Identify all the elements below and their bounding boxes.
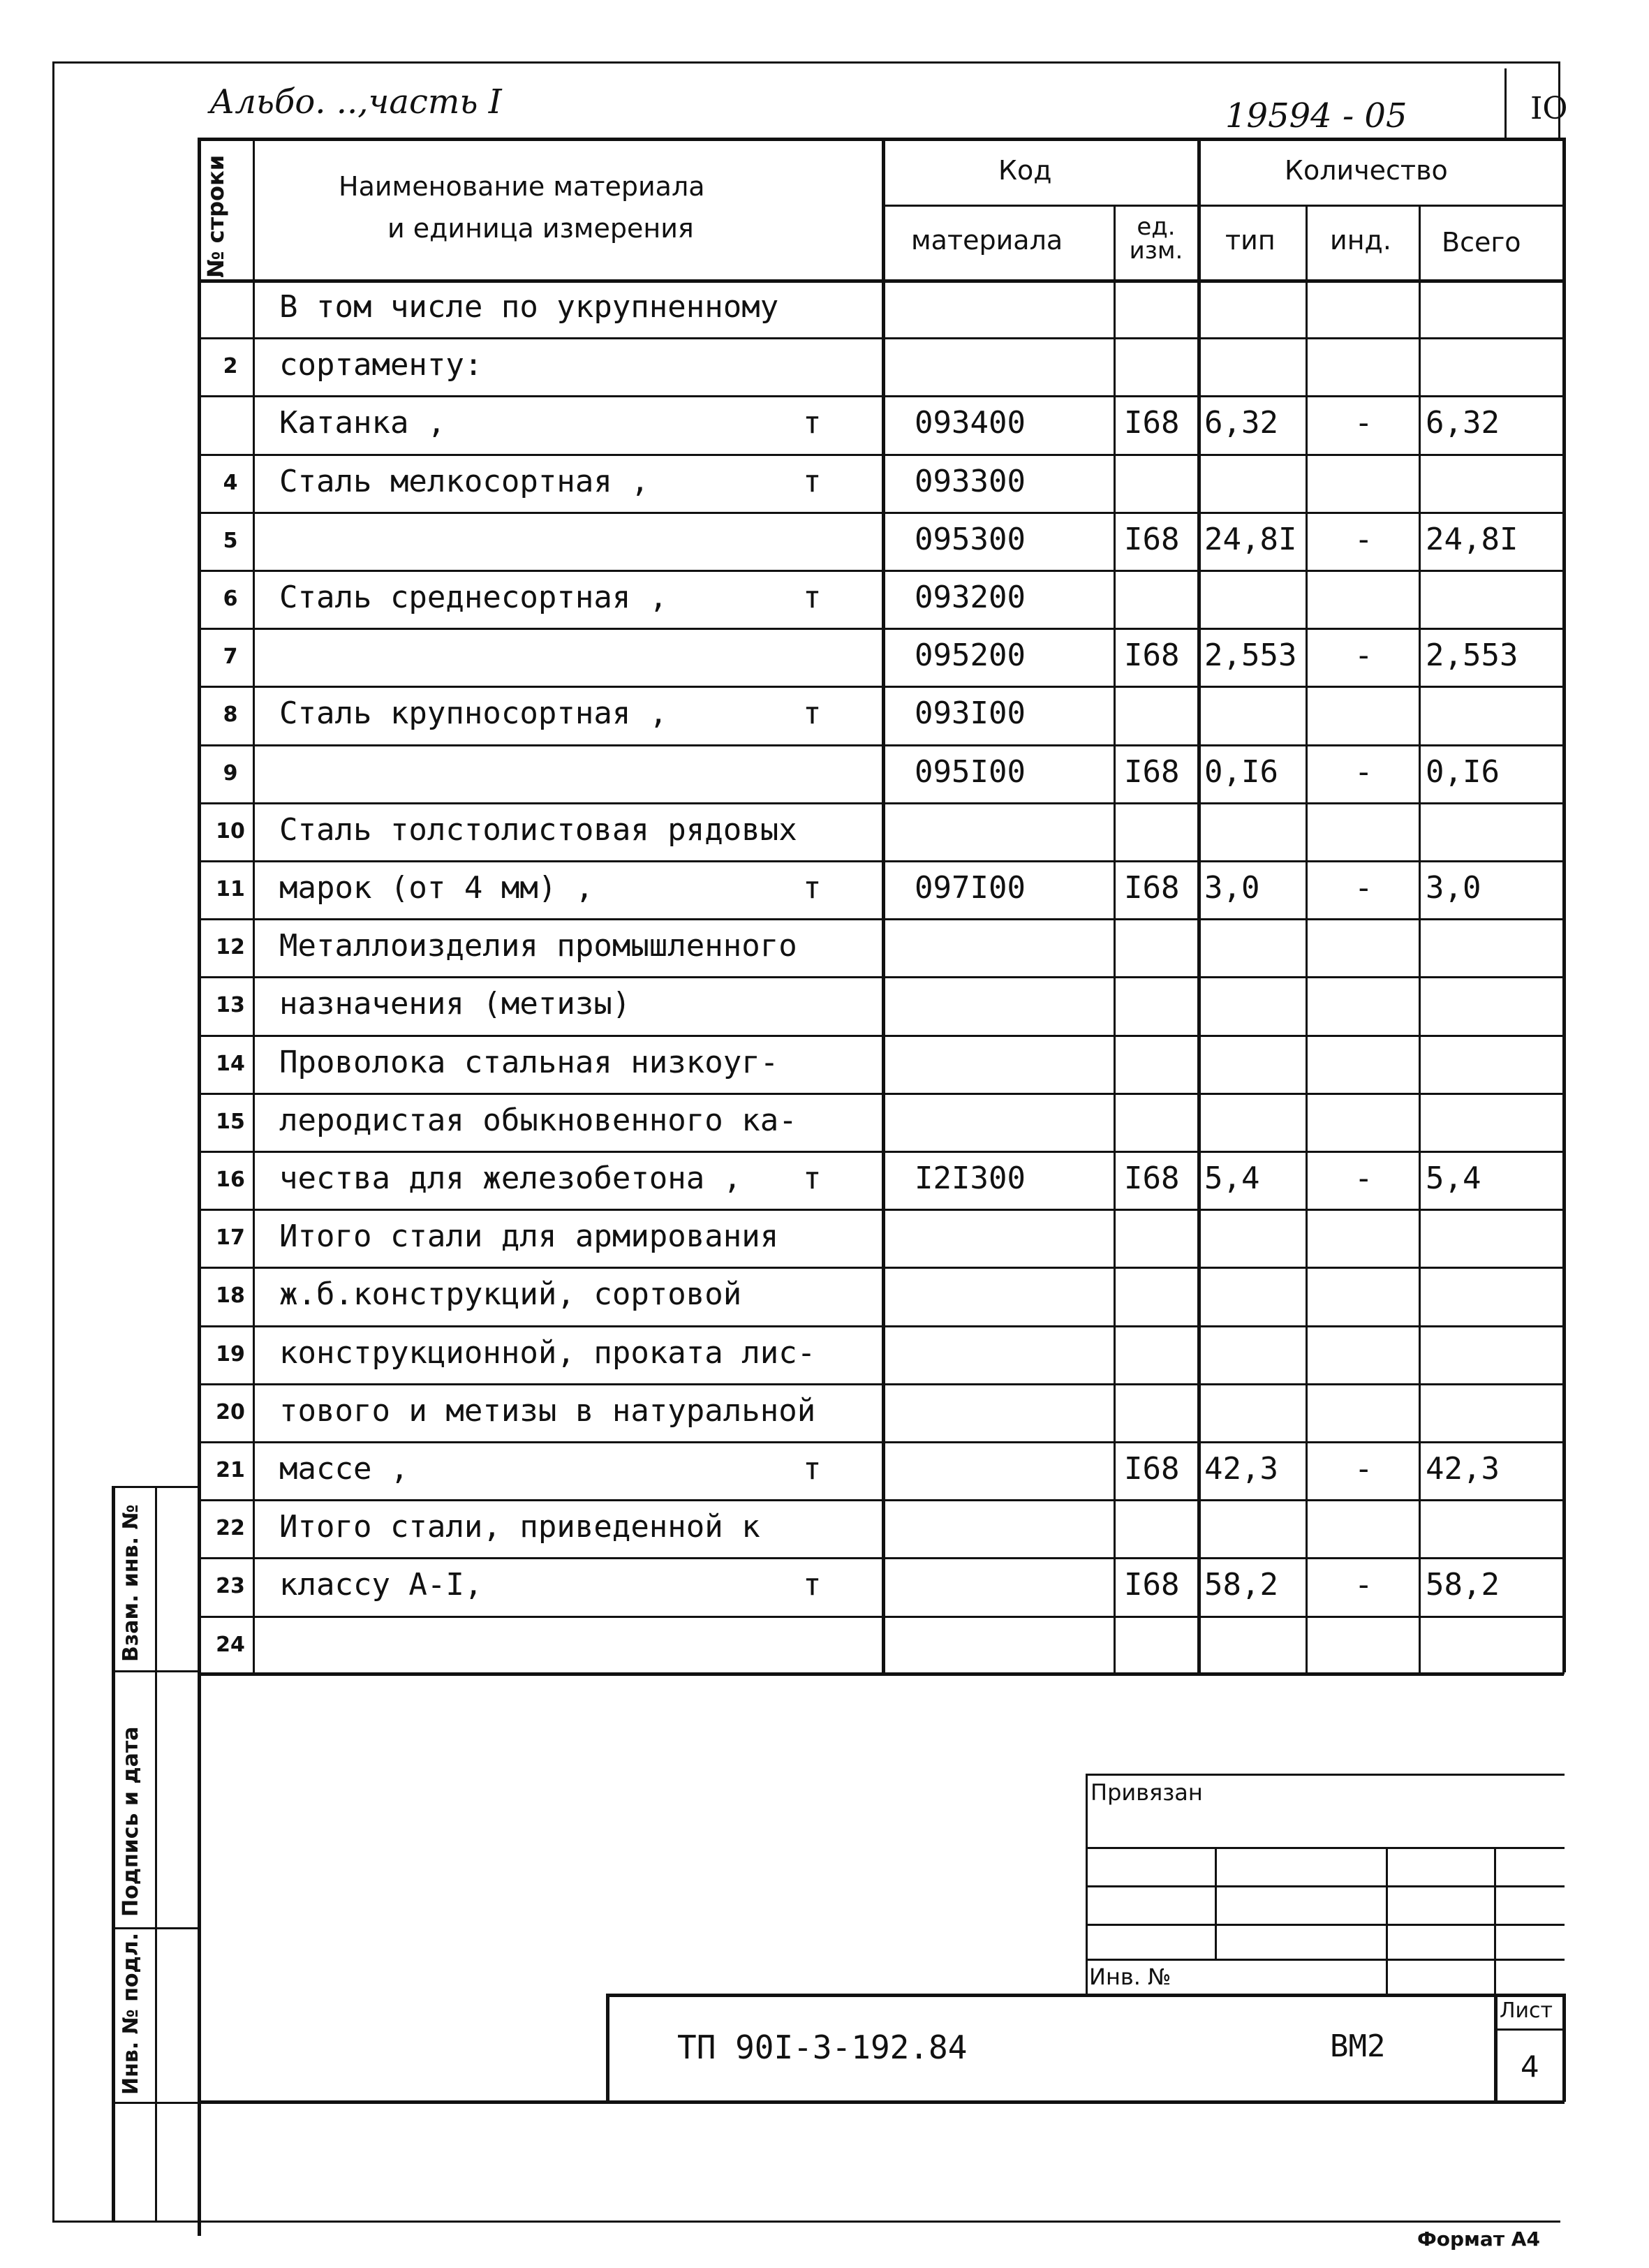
table-cell-unit: т [803, 580, 822, 615]
table-cell-tip: 24,8I [1204, 521, 1297, 557]
side-stamp-original-inv: Инв. № подл. [119, 1932, 143, 2095]
table-row-line [198, 1557, 1564, 1559]
table-cell-unit: т [803, 463, 822, 499]
table-row-line [198, 802, 1564, 804]
table-row-line [198, 1035, 1564, 1037]
title-block-bottom [198, 2100, 1565, 2104]
table-row-line [198, 918, 1564, 920]
table-cell-tip: 2,553 [1204, 638, 1297, 674]
table-cell-code: 093200 [915, 580, 1026, 615]
ind-col-line [1419, 205, 1421, 1672]
total-header: Всего [1442, 227, 1521, 258]
stamp-privyazan-left [1086, 1774, 1088, 1996]
table-cell-name: Катанка , [279, 405, 446, 441]
table-cell-tip: 3,0 [1204, 870, 1260, 906]
table-cell-name: чества для железобетона , [279, 1161, 742, 1196]
stamp-privyazan-top [1086, 1774, 1565, 1776]
table-cell-unit: т [803, 695, 822, 732]
title-block-left [606, 1994, 609, 2102]
sheet-label: Лист [1500, 1998, 1553, 2023]
table-cell-n: 22 [216, 1516, 245, 1541]
table-cell-name: ж.б.конструкций, сортовой [279, 1276, 742, 1313]
type-col-line [1306, 205, 1308, 1672]
document-code: ТП 90I-3-192.84 [677, 2028, 968, 2066]
table-cell-vsego: 42,3 [1426, 1451, 1500, 1487]
table-cell-vsego: 5,4 [1426, 1161, 1481, 1196]
stamp-section-top [198, 1672, 1565, 1674]
table-cell-name: Сталь среднесортная , [279, 580, 668, 615]
material-name-header-2: и единица измерения [387, 213, 694, 244]
table-cell-unit: т [803, 1567, 822, 1603]
table-cell-ed: I68 [1124, 1567, 1180, 1603]
page-corner-number: IO [1530, 91, 1568, 126]
unit-header-line-1: ед. [1137, 213, 1176, 241]
frame-top-line [52, 61, 1560, 64]
table-cell-vsego: 58,2 [1426, 1567, 1500, 1603]
table-cell-n: 15 [216, 1109, 245, 1134]
table-cell-n: 14 [216, 1051, 245, 1076]
table-cell-ind: - [1354, 1567, 1373, 1603]
table-cell-n: 21 [216, 1458, 245, 1482]
table-row-line [198, 1325, 1564, 1327]
table-row-line [198, 337, 1564, 339]
table-cell-n: 8 [223, 702, 238, 728]
stamp-col-3 [1494, 1847, 1496, 1994]
table-cell-name: Итого стали, приведенной к [279, 1509, 760, 1545]
document-number: 19594 - 05 [1225, 96, 1407, 135]
stamp-row-line-1 [1086, 1847, 1565, 1849]
table-cell-n: 24 [216, 1632, 245, 1657]
unit-header [1117, 215, 1195, 263]
side-stamp-inner-line [155, 1486, 157, 2221]
table-row-line [198, 686, 1564, 688]
table-cell-n: 9 [223, 760, 238, 786]
stamp-privyazan-label: Привязан [1090, 1779, 1203, 1806]
title-block-right [1562, 1994, 1566, 2102]
table-cell-ind: - [1354, 753, 1373, 790]
table-cell-ed: I68 [1124, 405, 1180, 441]
table-cell-vsego: 24,8I [1426, 521, 1518, 557]
table-cell-code: 093400 [915, 405, 1026, 441]
stamp-row-line-4 [1086, 1959, 1565, 1961]
table-cell-code: 097I00 [915, 870, 1026, 906]
row-number-header: № строки [202, 154, 229, 278]
table-row-line [198, 1383, 1564, 1385]
table-cell-code: 095300 [915, 521, 1026, 557]
table-cell-n: 10 [216, 818, 245, 844]
table-cell-unit: т [803, 405, 822, 441]
table-cell-code: 095200 [915, 638, 1026, 674]
table-cell-code: I2I300 [915, 1161, 1026, 1196]
quantity-header: Количество [1285, 155, 1448, 186]
table-cell-ind: - [1354, 405, 1373, 441]
format-label: Формат А4 [1417, 2228, 1540, 2251]
table-cell-tip: 58,2 [1204, 1567, 1278, 1603]
frame-left-line [52, 61, 54, 2223]
side-stamp-signature-date: Подпись и дата [119, 1726, 143, 1917]
page-corner-box-left [1504, 68, 1507, 138]
sheet-box-split [1494, 2028, 1564, 2031]
table-row-line [198, 395, 1564, 397]
table-cell-n: 20 [216, 1399, 245, 1424]
stamp-col-2 [1386, 1847, 1388, 1994]
table-cell-name: массе , [279, 1451, 409, 1487]
stamp-col-1 [1215, 1847, 1217, 1959]
table-cell-ed: I68 [1124, 870, 1180, 906]
table-row-line [198, 1209, 1564, 1211]
title-block-top [607, 1994, 1565, 1997]
type-header: тип [1225, 225, 1275, 256]
table-row-line [198, 976, 1564, 978]
stamp-row-line-3 [1086, 1924, 1565, 1926]
table-cell-vsego: 6,32 [1426, 405, 1500, 441]
section-code: ВМ2 [1330, 2028, 1386, 2064]
table-cell-name: назначения (метизы) [279, 986, 631, 1022]
stamp-inv-number-label: Инв. № [1089, 1964, 1171, 1990]
table-cell-vsego: 0,I6 [1426, 753, 1500, 790]
table-row-line [198, 1499, 1564, 1501]
table-cell-n: 19 [216, 1341, 245, 1367]
frame-bottom-line [52, 2221, 1560, 2223]
table-cell-n: 5 [223, 528, 238, 553]
table-cell-n: 23 [216, 1574, 245, 1599]
ind-header: инд. [1330, 225, 1391, 256]
table-row-line [198, 1441, 1564, 1443]
table-cell-name: классу А-I, [279, 1567, 483, 1603]
table-cell-ind: - [1354, 521, 1373, 557]
side-stamp-replacement-inv: Взам. инв. № [119, 1504, 143, 1662]
table-cell-n: 16 [216, 1168, 245, 1192]
table-cell-tip: 6,32 [1204, 405, 1278, 441]
table-cell-n: 13 [216, 993, 245, 1018]
table-cell-ind: - [1354, 638, 1373, 674]
table-cell-ed: I68 [1124, 521, 1180, 557]
table-cell-unit: т [803, 870, 822, 906]
frame-right-line [1558, 61, 1560, 140]
table-cell-name: Итого стали для армирования [279, 1218, 779, 1255]
table-cell-name: Сталь крупносортная , [279, 695, 668, 732]
side-stamp-left-border [112, 1486, 115, 2221]
table-cell-ed: I68 [1124, 1451, 1180, 1487]
table-row-line [198, 1616, 1564, 1618]
table-cell-name: Сталь толстолистовая рядовых [279, 811, 797, 848]
table-cell-n: 4 [223, 470, 238, 495]
table-cell-ed: I68 [1124, 638, 1180, 674]
table-cell-vsego: 2,553 [1426, 638, 1518, 674]
table-cell-code: 093300 [915, 463, 1026, 499]
table-row-line [198, 1267, 1564, 1269]
table-cell-name: В том числе по укрупненному [279, 289, 779, 325]
table-cell-n: 7 [223, 645, 238, 670]
table-cell-vsego: 3,0 [1426, 870, 1481, 906]
table-cell-ind: - [1354, 1161, 1373, 1196]
table-row-line [198, 512, 1564, 514]
table-row-line [198, 860, 1564, 862]
table-row-line [198, 454, 1564, 456]
table-cell-name: марок (от 4 мм) , [279, 870, 594, 906]
table-cell-tip: 0,I6 [1204, 753, 1278, 790]
album-label: Альбо. ..,часть I [209, 82, 502, 122]
side-stamp-top [112, 1486, 199, 1488]
table-cell-code: 093I00 [915, 695, 1026, 732]
table-cell-tip: 42,3 [1204, 1451, 1278, 1487]
code-header: Код [998, 155, 1052, 186]
sheet-number: 4 [1521, 2049, 1539, 2084]
table-cell-name: Сталь мелкосортная , [279, 463, 649, 499]
table-row-line [198, 1151, 1564, 1153]
table-cell-name: сортаменту: [279, 347, 483, 383]
table-row-line [198, 744, 1564, 746]
table-cell-name: конструкционной, проката лис- [279, 1334, 816, 1371]
table-cell-name: Проволока стальная низкоуг- [279, 1044, 779, 1080]
table-row-line [198, 1093, 1564, 1095]
table-cell-name: тового и метизы в натуральной [279, 1392, 816, 1429]
sheet-box-left [1494, 1994, 1498, 2102]
table-cell-unit: т [803, 1161, 822, 1196]
table-cell-n: 18 [216, 1283, 245, 1309]
table-cell-n: 17 [216, 1225, 245, 1251]
table-cell-n: 11 [216, 877, 245, 901]
stamp-row-line-2 [1086, 1885, 1565, 1887]
side-stamp-divider-1 [112, 1670, 199, 1672]
unit-header-line-2: изм. [1129, 237, 1183, 265]
table-cell-ind: - [1354, 870, 1373, 906]
table-row-line [198, 628, 1564, 630]
table-row-line [198, 570, 1564, 572]
material-code-header: материала [911, 225, 1063, 256]
table-cell-n: 2 [223, 354, 238, 379]
table-cell-n: 6 [223, 587, 238, 611]
side-stamp-bottom [112, 2102, 199, 2104]
table-cell-ed: I68 [1124, 753, 1180, 790]
side-stamp-divider-2 [112, 1927, 199, 1929]
table-cell-ed: I68 [1124, 1161, 1180, 1196]
table-cell-code: 095I00 [915, 753, 1026, 790]
material-name-header-1: Наименование материала [339, 171, 705, 202]
table-cell-n: 12 [216, 935, 245, 960]
table-cell-tip: 5,4 [1204, 1161, 1260, 1196]
table-cell-name: Металлоизделия промышленного [279, 928, 797, 964]
table-left-border [198, 138, 201, 2236]
header-split-line [883, 205, 1564, 207]
table-cell-unit: т [803, 1451, 822, 1487]
table-cell-ind: - [1354, 1451, 1373, 1487]
code-col-line [1114, 205, 1116, 1672]
table-cell-name: леродистая обыкновенного ка- [279, 1102, 797, 1138]
